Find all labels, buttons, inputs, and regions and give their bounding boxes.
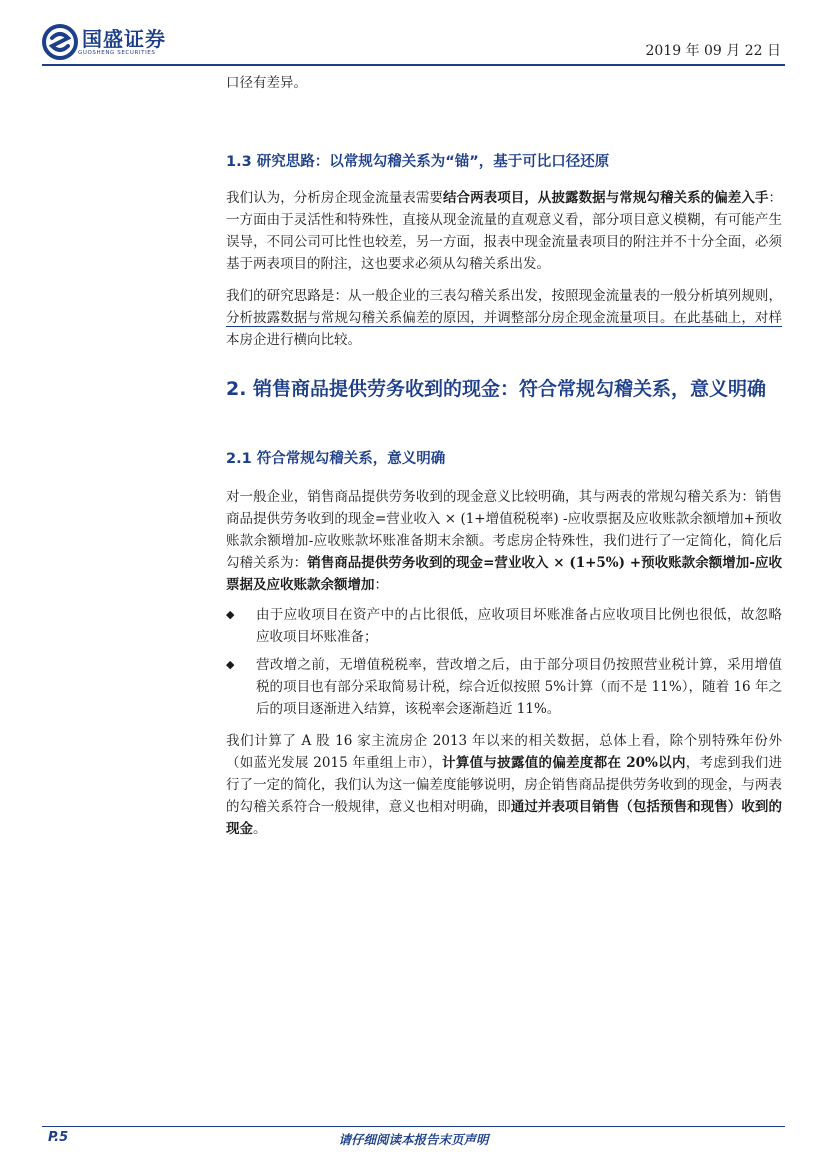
section-1-3-paragraph-1: [226, 187, 782, 275]
text-run: ：: [374, 577, 388, 593]
bold-text-run: 通过并表项目销售（包括预售和现售）收到的现金: [226, 799, 782, 837]
bullet-icon: ◆: [226, 608, 235, 621]
text-run: ：一方面由于灵活性和特殊性，直接从现金流量的直观意义看，部分项目意义模糊，有可能产生误导，不同公司可比性也较差，另一方面，报表中现金流量表项目的附注并不十分全面，必须基于两表项目的附注，这也要求必须从勾稽关系出发。: [226, 190, 782, 272]
section-divider: [226, 326, 782, 327]
top-paragraph: 口径有差异。: [226, 75, 307, 91]
footer-disclaimer: 请仔细阅读本报告末页声明: [338, 1132, 489, 1147]
bold-text-run: 结合两表项目，从披露数据与常规勾稽关系的偏差入手: [443, 190, 769, 206]
text-run: 对一般企业，销售商品提供劳务收到的现金意义比较明确，其与两表的常规勾稽关系为：销售商品提供劳务收到的现金=营业收入 × (1+增值税税率) -应收票据及应收账款余额增加+预收账款余额增加-应收账款坏账准备期末余额。考虑房企特殊性，我们进行了一定简化，简化后勾稽关系为：: [226, 489, 782, 571]
bold-formula: 销售商品提供劳务收到的现金=营业收入 × (1+5%) +预收账款余额增加-应收票据及应收账款余额增加: [226, 555, 782, 593]
company-logo: [42, 24, 166, 60]
list-item: [226, 604, 782, 648]
bullet-text: 营改增之前，无增值税税率，营改增之后，由于部分项目仍按照营业税计算，采用增值税的项目也有部分采取简易计税，综合近似按照 5%计算（而不是 11%），随着 16 年之后的项目逐渐进入结算，该税率会逐渐趋近 11%。: [256, 657, 782, 717]
header-divider: [42, 64, 785, 66]
list-item: [226, 654, 782, 720]
logo-subtext: GUOSHENG SECURITIES: [78, 49, 156, 56]
section-1-3-paragraph-2: 我们的研究思路是：从一般企业的三表勾稽关系出发，按照现金流量表的一般分析填列规则，分析披露数据与常规勾稽关系偏差的原因，并调整部分房企现金流量项目。在此基础上，对样本房企进行横向比较。: [226, 288, 782, 348]
section-2-1-paragraph-1: [226, 486, 782, 596]
section-2-heading: 2. 销售商品提供劳务收到的现金：符合常规勾稽关系，意义明确: [226, 378, 767, 400]
footer-divider: [42, 1126, 785, 1127]
bullet-icon: ◆: [226, 658, 235, 671]
text-run: 我们计算了 A 股 16 家主流房企 2013 年以来的相关数据，总体上看，除个别特殊年份外（如蓝光发展 2015 年重组上市），: [226, 733, 782, 771]
bullet-list: [226, 604, 782, 720]
text-run: 。: [253, 821, 267, 837]
page-content: [226, 70, 782, 840]
bullet-text: 由于应收项目在资产中的占比很低，应收项目坏账准备占应收项目比例也很低，故忽略应收项目坏账准备；: [256, 607, 782, 645]
section-2-1-heading: 2.1 符合常规勾稽关系，意义明确: [226, 451, 446, 467]
page-number: P.5: [48, 1130, 69, 1145]
section-2-1-paragraph-2: [226, 730, 782, 840]
text-run: ，考虑到我们进行了一定的简化，我们认为这一偏差度能够说明，房企销售商品提供劳务收到的现金，与两表的勾稽关系符合一般规律，意义也相对明确，即: [226, 755, 782, 815]
section-1-3-heading: 1.3 研究思路：以常规勾稽关系为“锚”，基于可比口径还原: [226, 154, 610, 170]
bold-text-run: 计算值与披露值的偏差度都在 20%以内: [442, 755, 686, 771]
report-date: 2019 年 09 月 22 日: [645, 43, 781, 59]
guosheng-logo-icon: [42, 24, 78, 60]
logo-text: 国盛证券: [82, 26, 166, 51]
page-header: [42, 20, 785, 68]
text-run: 我们认为，分析房企现金流量表需要: [226, 190, 443, 206]
